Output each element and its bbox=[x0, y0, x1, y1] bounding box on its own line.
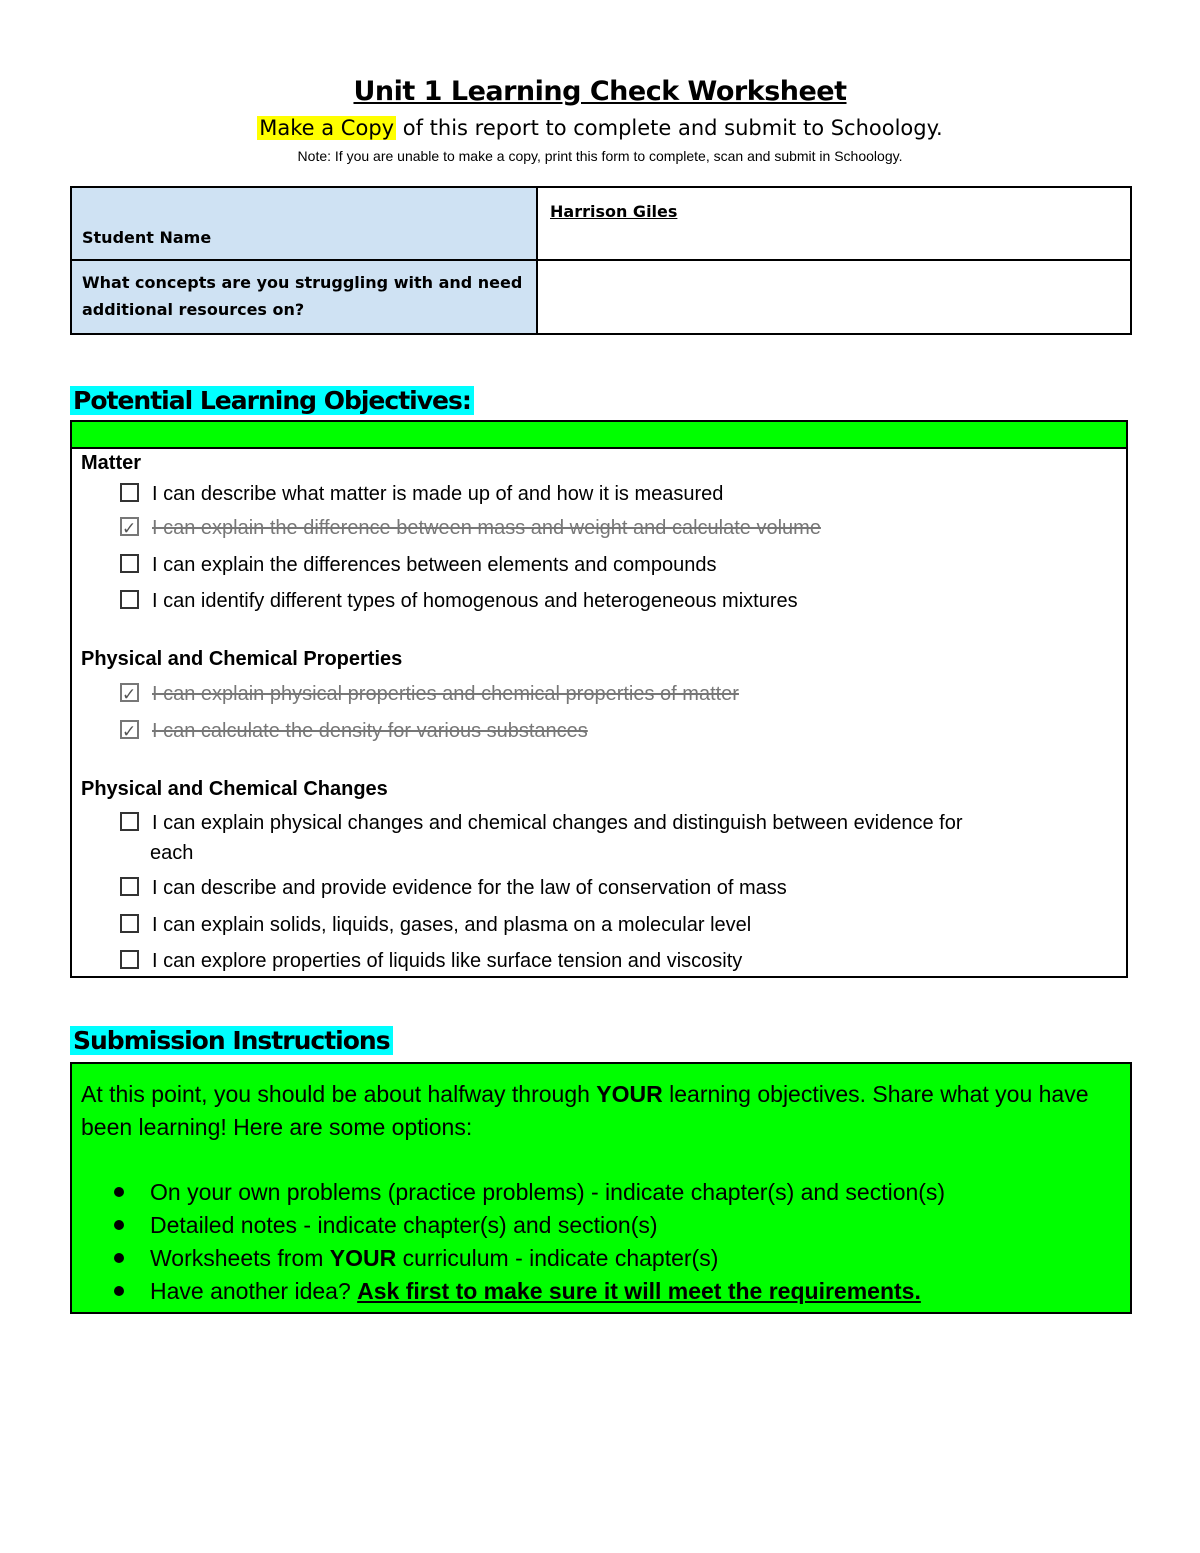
make-a-copy-link[interactable]: Make a Copy bbox=[259, 116, 395, 140]
bullet-icon bbox=[114, 1220, 124, 1230]
page-title: Unit 1 Learning Check Worksheet bbox=[353, 76, 847, 107]
bullet-item: Have another idea? Ask first to make sure it will meet the requirements. bbox=[114, 1275, 945, 1308]
submission-panel bbox=[70, 1062, 1132, 1314]
bullet-icon bbox=[114, 1253, 124, 1263]
objectives-heading: Potential Learning Objectives: bbox=[70, 386, 474, 415]
objective-item: I can explain solids, liquids, gases, and plasma on a molecular level bbox=[120, 910, 1020, 940]
objective-item: ✓I can calculate the density for various substances bbox=[120, 716, 1020, 746]
checkbox[interactable] bbox=[120, 914, 139, 933]
student-info-table bbox=[70, 186, 1132, 335]
bullet-item: Detailed notes - indicate chapter(s) and section(s) bbox=[114, 1209, 945, 1242]
subtitle-rest: of this report to complete and submit to Schoology. bbox=[396, 116, 943, 140]
bullet-item: Worksheets from YOUR curriculum - indicate chapter(s) bbox=[114, 1242, 945, 1275]
submission-heading: Submission Instructions bbox=[70, 1026, 393, 1055]
objective-item: I can describe what matter is made up of and how it is measured bbox=[120, 479, 1020, 509]
objective-item: I can describe and provide evidence for the law of conservation of mass bbox=[120, 873, 1020, 903]
requirements-link[interactable]: Ask first to make sure it will meet the requirements. bbox=[357, 1278, 921, 1304]
objectives-bar bbox=[72, 422, 1126, 449]
objective-item: I can explore properties of liquids like surface tension and viscosity bbox=[120, 946, 1020, 976]
objective-item: ✓I can explain the difference between mass and weight and calculate volume bbox=[120, 513, 1020, 543]
checkbox[interactable] bbox=[120, 950, 139, 969]
checkbox[interactable] bbox=[120, 590, 139, 609]
subtitle bbox=[0, 116, 1200, 140]
submission-intro: At this point, you should be about halfway through YOUR learning objectives. Share what you have been learning! Here are some options: bbox=[81, 1081, 1089, 1140]
objective-item: ✓I can explain physical properties and chemical properties of matter bbox=[120, 679, 1020, 709]
bullet-icon bbox=[114, 1286, 124, 1296]
struggling-field[interactable] bbox=[537, 260, 1131, 334]
category-changes: Physical and Chemical Changes bbox=[81, 778, 388, 800]
checkbox[interactable] bbox=[120, 877, 139, 896]
bullet-item: On your own problems (practice problems) - indicate chapter(s) and section(s) bbox=[114, 1176, 945, 1209]
objective-item: I can identify different types of homogenous and heterogeneous mixtures bbox=[120, 586, 1020, 616]
objective-item: I can explain the differences between elements and compounds bbox=[120, 550, 1020, 580]
checkbox-checked[interactable] bbox=[120, 517, 139, 536]
checkbox-checked[interactable] bbox=[120, 683, 139, 702]
note: Note: If you are unable to make a copy, print this form to complete, scan and submit in Schoology. bbox=[297, 148, 903, 164]
category-properties: Physical and Chemical Properties bbox=[81, 648, 403, 670]
student-name-value: Harrison Giles bbox=[550, 202, 678, 221]
checkbox[interactable] bbox=[120, 812, 139, 831]
student-name-field[interactable] bbox=[537, 187, 1131, 260]
submission-bullets bbox=[114, 1176, 945, 1308]
checkbox[interactable] bbox=[120, 554, 139, 573]
struggling-label: What concepts are you struggling with and need additional resources on? bbox=[71, 260, 537, 334]
bullet-icon bbox=[114, 1187, 124, 1197]
checkbox-checked[interactable] bbox=[120, 720, 139, 739]
category-matter: Matter bbox=[81, 452, 142, 474]
checkbox[interactable] bbox=[120, 483, 139, 502]
student-name-label: Student Name bbox=[71, 187, 537, 260]
objectives-panel bbox=[70, 420, 1128, 978]
objective-item: I can explain physical changes and chemical changes and distinguish between evidence for each bbox=[120, 808, 1020, 868]
